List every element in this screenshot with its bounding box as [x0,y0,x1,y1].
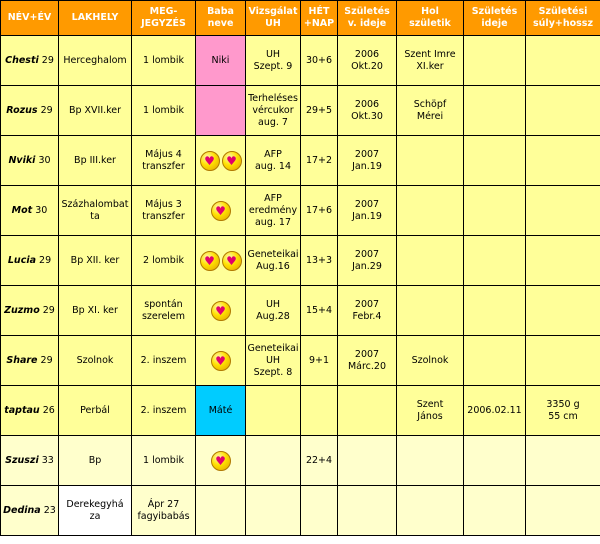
nickname: Rozus [6,104,38,116]
vizsgalat-cell [246,436,301,486]
nickname: Nviki [8,154,36,166]
baby-name: Niki [211,54,230,66]
header-row [1,1,600,36]
szuletes-ideje-cell: 2006.02.11 [464,386,526,436]
hol-szuletik-cell: Schöpf Mérei [397,86,464,136]
lakhely-cell: Bp XI. ker [59,286,132,336]
baba-neve-cell [196,386,246,436]
header-megjegyzes: MEG- JEGYZÉS [132,1,196,36]
het-nap-cell: 22+4 [301,436,338,486]
name-age-cell [1,236,59,286]
baba-neve-cell [196,436,246,486]
szuletesi-suly-cell [526,486,600,536]
nickname: Szuszi [5,454,39,466]
header-baba-neve: Baba neve [196,1,246,36]
lakhely-cell: Bp [59,436,132,486]
header-szuletes-ideje: Születés ideje [464,1,526,36]
table-row [1,86,600,136]
hol-szuletik-cell [397,436,464,486]
megjegyzes-cell: Május 4 transzfer [132,136,196,186]
vizsgalat-cell: UH Aug.28 [246,286,301,336]
baba-neve-cell [196,136,246,186]
heart-smiley-icon [211,451,231,471]
szuletes-v-ideje-cell: 2007 Jan.29 [338,236,397,286]
het-nap-cell: 30+6 [301,36,338,86]
table-row [1,336,600,386]
vizsgalat-cell: Geneteikai Aug.16 [246,236,301,286]
age: 29 [40,104,53,116]
het-nap-cell: 29+5 [301,86,338,136]
heart-smiley-icon [211,201,231,221]
het-nap-cell: 17+2 [301,136,338,186]
name-age-cell [1,86,59,136]
szuletesi-suly-cell [526,436,600,486]
age: 26 [42,404,55,416]
hol-szuletik-cell [397,486,464,536]
heart-smiley-icon [200,251,220,271]
age: 29 [40,354,53,366]
megjegyzes-cell: 2. inszem [132,386,196,436]
header-het-nap: HÉT +NAP [301,1,338,36]
nickname: taptau [4,404,40,416]
het-nap-cell: 15+4 [301,286,338,336]
name-age-cell [1,336,59,386]
table-row [1,186,600,236]
nickname: Lucia [7,254,36,266]
szuletes-ideje-cell [464,336,526,386]
szuletes-v-ideje-cell: 2007 Jan.19 [338,186,397,236]
age: 30 [35,204,48,216]
szuletes-v-ideje-cell [338,436,397,486]
szuletes-v-ideje-cell [338,386,397,436]
hol-szuletik-cell: Szent Imre XI.ker [397,36,464,86]
szuletes-v-ideje-cell [338,486,397,536]
header-szuletesi-suly: Születési súly+hossz [526,1,600,36]
heart-smiley-icon [211,301,231,321]
header-hol-szuletik: Hol születik [397,1,464,36]
szuletesi-suly-cell [526,186,600,236]
baba-neve-cell [196,86,246,136]
szuletes-v-ideje-cell: 2007 Febr.4 [338,286,397,336]
lakhely-cell: Perbál [59,386,132,436]
het-nap-cell [301,486,338,536]
hol-szuletik-cell: Szent János [397,386,464,436]
table-row [1,286,600,336]
table-row [1,236,600,286]
age: 30 [38,154,51,166]
szuletes-ideje-cell [464,136,526,186]
header-szuletes-v-ideje: Születés v. ideje [338,1,397,36]
heart-smiley-icon [200,151,220,171]
szuletes-ideje-cell [464,36,526,86]
nickname: Chesti [5,54,39,66]
megjegyzes-cell: 2. inszem [132,336,196,386]
lakhely-cell: Herceghalom [59,36,132,86]
megjegyzes-cell: 1 lombik [132,86,196,136]
header-lakhely: LAKHELY [59,1,132,36]
age: 29 [42,304,55,316]
szuletesi-suly-cell [526,136,600,186]
szuletesi-suly-cell [526,86,600,136]
name-age-cell [1,386,59,436]
lakhely-cell: Derekegyhá za [59,486,132,536]
baba-neve-cell [196,186,246,236]
name-age-cell [1,286,59,336]
table-row [1,136,600,186]
baba-neve-cell [196,336,246,386]
szuletes-v-ideje-cell: 2007 Márc.20 [338,336,397,386]
table-row [1,436,600,486]
szuletesi-suly-cell [526,336,600,386]
megjegyzes-cell: spontán szerelem [132,286,196,336]
szuletes-v-ideje-cell: 2006 Okt.20 [338,36,397,86]
age: 23 [43,504,56,516]
szuletes-ideje-cell [464,186,526,236]
lakhely-cell: Bp XVII.ker [59,86,132,136]
name-age-cell [1,186,59,236]
hol-szuletik-cell [397,136,464,186]
table-row [1,36,600,86]
szuletes-v-ideje-cell: 2007 Jan.19 [338,136,397,186]
het-nap-cell: 9+1 [301,336,338,386]
szuletes-ideje-cell [464,486,526,536]
megjegyzes-cell: 1 lombik [132,436,196,486]
hol-szuletik-cell [397,186,464,236]
szuletesi-suly-cell [526,36,600,86]
szuletesi-suly-cell [526,286,600,336]
megjegyzes-cell: 1 lombik [132,36,196,86]
szuletes-v-ideje-cell: 2006 Okt.30 [338,86,397,136]
name-age-cell [1,36,59,86]
vizsgalat-cell: AFP eredmény aug. 17 [246,186,301,236]
baba-neve-cell [196,36,246,86]
age: 33 [41,454,54,466]
nickname: Share [6,354,38,366]
nickname: Dedina [3,504,41,516]
lakhely-cell: Szolnok [59,336,132,386]
megjegyzes-cell: Ápr 27 fagyibabás [132,486,196,536]
hol-szuletik-cell [397,236,464,286]
heart-smiley-icon [222,151,242,171]
table-body [1,36,600,536]
heart-smiley-icon [211,351,231,371]
het-nap-cell [301,386,338,436]
name-age-cell [1,136,59,186]
baba-neve-cell [196,236,246,286]
vizsgalat-cell: Geneteikai UH Szept. 8 [246,336,301,386]
header-vizsgalat: Vizsgálat UH [246,1,301,36]
szuletesi-suly-cell [526,236,600,286]
szuletes-ideje-cell [464,286,526,336]
vizsgalat-cell [246,486,301,536]
name-age-cell [1,436,59,486]
vizsgalat-cell: Terheléses vércukor aug. 7 [246,86,301,136]
szuletesi-suly-cell: 3350 g 55 cm [526,386,600,436]
vizsgalat-cell: AFP aug. 14 [246,136,301,186]
vizsgalat-cell: UH Szept. 9 [246,36,301,86]
nickname: Zuzmo [4,304,40,316]
name-age-cell [1,486,59,536]
lakhely-cell: Százhalombat ta [59,186,132,236]
szuletes-ideje-cell [464,236,526,286]
baby-name: Máté [208,404,233,416]
table-row [1,386,600,436]
nickname: Mot [11,204,33,216]
baba-neve-cell [196,486,246,536]
header-name-age: NÉV+ÉV [1,1,59,36]
hol-szuletik-cell: Szolnok [397,336,464,386]
het-nap-cell: 17+6 [301,186,338,236]
megjegyzes-cell: 2 lombik [132,236,196,286]
lakhely-cell: Bp III.ker [59,136,132,186]
lakhely-cell: Bp XII. ker [59,236,132,286]
het-nap-cell: 13+3 [301,236,338,286]
megjegyzes-cell: Május 3 transzfer [132,186,196,236]
hol-szuletik-cell [397,286,464,336]
szuletes-ideje-cell [464,436,526,486]
age: 29 [39,254,52,266]
heart-smiley-icon [222,251,242,271]
table-row [1,486,600,536]
vizsgalat-cell [246,386,301,436]
szuletes-ideje-cell [464,86,526,136]
baba-neve-cell [196,286,246,336]
age: 29 [41,54,54,66]
